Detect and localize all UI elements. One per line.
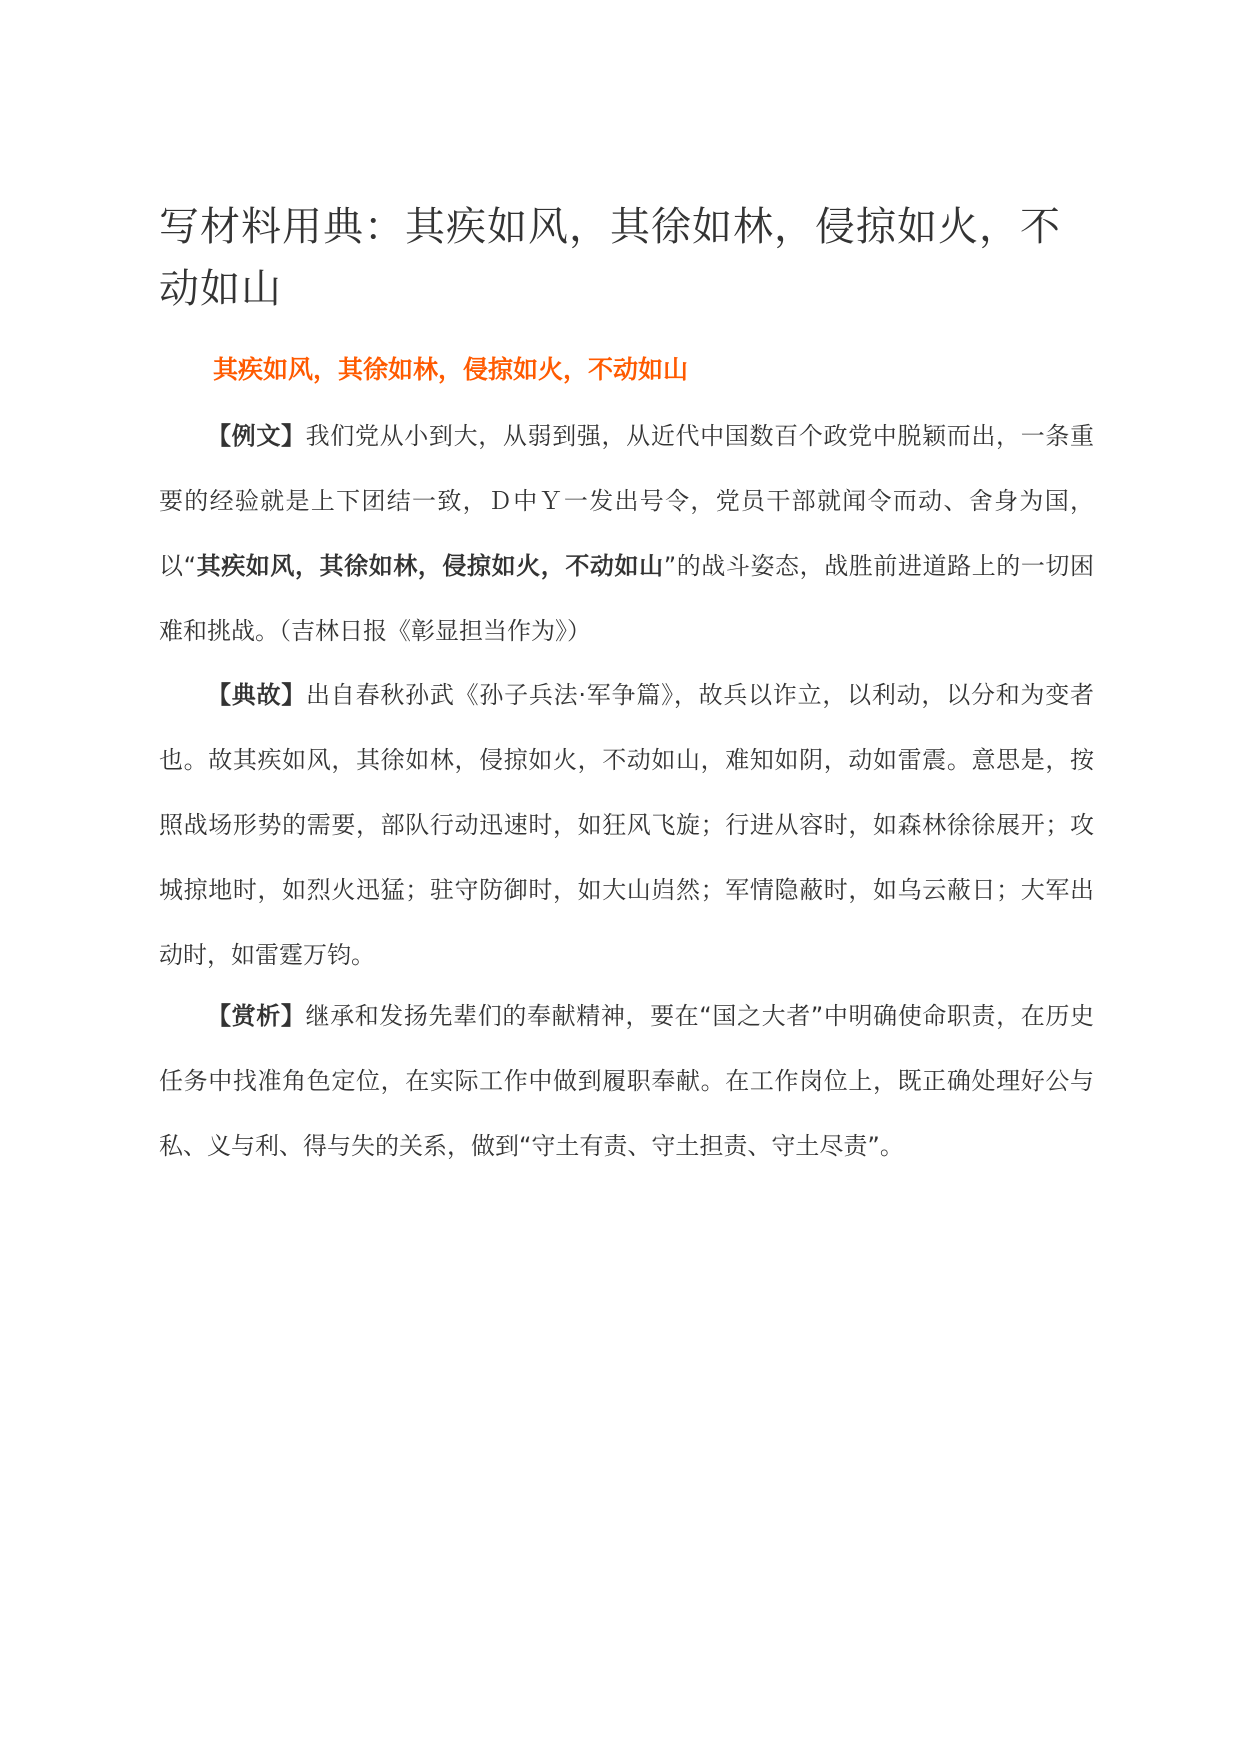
example-paragraph xyxy=(159,404,1094,664)
example-tag: 【例文】 xyxy=(207,422,306,450)
source-text: 出自春秋孙武《孙子兵法·军争篇》，故兵以诈立，以利动，以分和为变者也。故其疾如风，其徐如林，侵掠如火，不动如山，难知如阴，动如雷震。意思是，按照战场形势的需要，部队行动迅速时，如狂风飞旋；行进从容时，如森林徐徐展开；攻城掠地时，如烈火迅猛；驻守防御时，如大山岿然；军情隐蔽时，如乌云蔽日；大军出动时，如雷霆万钧。 xyxy=(159,681,1094,969)
analysis-tag: 【赏析】 xyxy=(207,1002,306,1030)
example-text-before: 我们党从小到大，从弱到强，从近代中国数百个政党中脱颖而出，一条重要的经验就是上下团结一致，Ｄ中Ｙ一发出号令，党员干部就闻令而动、舍身为国，以“ xyxy=(159,422,1095,580)
example-quote: 其疾如风，其徐如林，侵掠如火，不动如山 xyxy=(196,552,664,580)
example-text-after: ”的战斗姿态，战胜前进道路上的一切困难和挑战。（吉林日报《彰显担当作为》） xyxy=(159,552,1095,645)
analysis-paragraph xyxy=(159,984,1094,1179)
subtitle: 其疾如风，其徐如林，侵掠如火，不动如山 xyxy=(213,355,689,384)
source-tag: 【典故】 xyxy=(207,681,307,709)
analysis-text: 继承和发扬先辈们的奉献精神，要在“国之大者”中明确使命职责，在历史任务中找准角色定位，在实际工作中做到履职奉献。在工作岗位上，既正确处理好公与私、义与利、得与失的关系，做到“守土有责、守土担责、守土尽责”。 xyxy=(159,1002,1095,1160)
source-paragraph xyxy=(159,663,1094,988)
document-title: 写材料用典：其疾如风，其徐如林，侵掠如火，不动如山 xyxy=(159,204,1061,312)
